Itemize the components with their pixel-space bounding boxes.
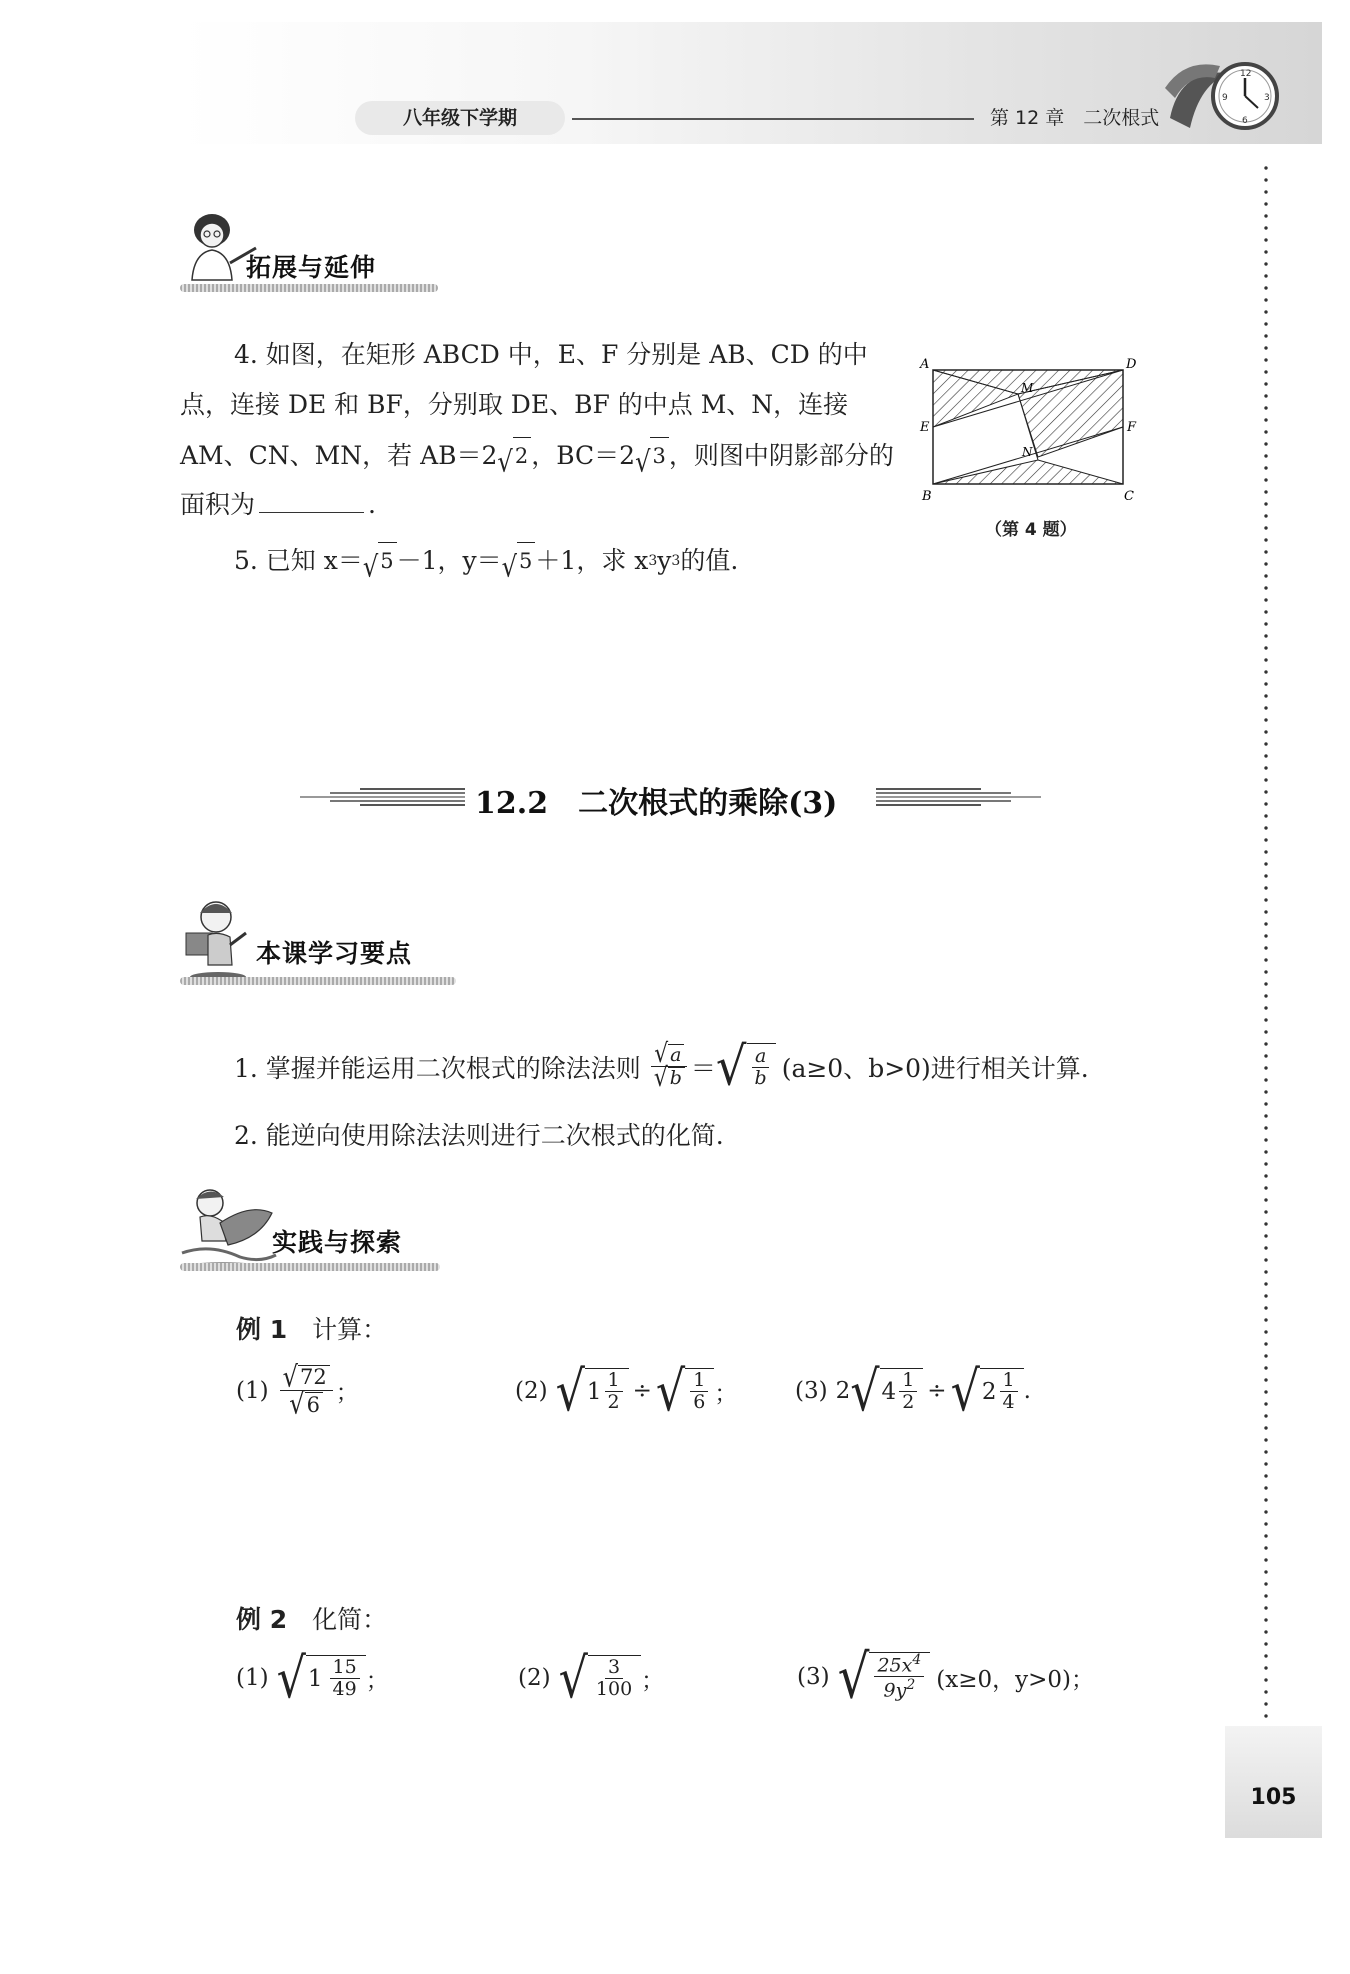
example2-task: 化简： bbox=[312, 1605, 388, 1634]
coefficient: 2 bbox=[835, 1378, 851, 1404]
problem4-line4-end: . bbox=[368, 490, 376, 519]
compass-clock-icon bbox=[1160, 48, 1310, 143]
example1-item3 bbox=[795, 1358, 1031, 1424]
example2-item1 bbox=[236, 1645, 389, 1711]
problem4-line4 bbox=[180, 487, 376, 523]
sqrt-1-6: √ $\frac{1}{6}$ bbox=[656, 1368, 714, 1414]
item-end: ； bbox=[714, 1380, 738, 1407]
key-point-2: 2. 能逆向使用除法法则进行二次根式的化简. bbox=[234, 1121, 724, 1150]
example2-label: 例 2 化简： bbox=[236, 1605, 388, 1634]
practice-title: 实践与探索 bbox=[272, 1228, 403, 1257]
exp-y: 3 bbox=[671, 552, 681, 569]
sqrt-25x4-over-9y2: √ $\frac{25x^4}{9y^2}$ bbox=[838, 1652, 931, 1702]
sqrt-5-a: √ 5 bbox=[363, 542, 397, 579]
problem5-e: ＋1，求 x bbox=[535, 545, 649, 575]
problem5-g: y bbox=[657, 545, 672, 575]
chapter-label: 第 12 章 二次根式 bbox=[990, 107, 1160, 129]
example1-label: 例 1 计算： bbox=[236, 1315, 388, 1344]
grade-label: 八年级下学期 bbox=[355, 101, 565, 135]
student-surfing-icon bbox=[180, 1183, 280, 1273]
svg-text:12: 12 bbox=[1240, 69, 1252, 79]
sqrt-mixed-1-1-2: √ 1 $\frac{1}{2}$ bbox=[556, 1368, 629, 1414]
problem5-c: －1，y＝ bbox=[396, 545, 502, 575]
key-point-1 bbox=[234, 1036, 1089, 1098]
extension-title: 拓展与延伸 bbox=[246, 253, 377, 282]
key-points-title: 本课学习要点 bbox=[256, 939, 413, 968]
sqrt-mixed-2-1-4: √ 2 $\frac{1}{4}$ bbox=[951, 1368, 1024, 1414]
exp-x: 3 bbox=[648, 552, 658, 569]
problem5-i: 的值. bbox=[680, 545, 739, 575]
item-end: ； bbox=[335, 1380, 359, 1407]
problem4-line3 bbox=[180, 437, 894, 479]
item-label: (1) bbox=[236, 1377, 269, 1404]
svg-text:3: 3 bbox=[1264, 93, 1270, 103]
item-label: (2) bbox=[518, 1665, 551, 1691]
problem4-line3-c: ，BC＝2 bbox=[531, 440, 636, 470]
label-F: F bbox=[1127, 420, 1137, 435]
item-label: (3) bbox=[795, 1378, 828, 1404]
problem4-line2: 点，连接 DE 和 BF，分别取 DE、BF 的中点 M、N，连接 bbox=[180, 390, 849, 419]
svg-text:9: 9 bbox=[1222, 93, 1228, 103]
label-B: B bbox=[922, 489, 932, 504]
label-A: A bbox=[920, 357, 930, 372]
section-title-bars-right bbox=[876, 786, 1041, 812]
problem4-line3-e: ，则图中阴影部分的 bbox=[668, 440, 894, 470]
dotted-margin bbox=[1264, 162, 1268, 1722]
rectangle-figure bbox=[918, 352, 1140, 504]
label-N: N bbox=[1022, 445, 1033, 459]
label-C: C bbox=[1124, 489, 1134, 504]
problem5-a: 5. 已知 x＝ bbox=[234, 545, 363, 575]
label-M: M bbox=[1021, 381, 1034, 395]
quotient-of-roots: √ a √ b bbox=[651, 1044, 688, 1090]
label-D: D bbox=[1126, 357, 1137, 372]
label-E: E bbox=[920, 420, 930, 435]
section-title: 12.2 二次根式的乘除(3) bbox=[475, 786, 838, 821]
page-number-box bbox=[1225, 1726, 1322, 1838]
header-rule bbox=[572, 118, 974, 120]
sqrt-2: √ 2 bbox=[497, 437, 531, 474]
svg-text:6: 6 bbox=[1242, 116, 1248, 126]
example1-task: 计算： bbox=[312, 1315, 388, 1344]
page-number: 105 bbox=[1250, 1785, 1297, 1810]
sqrt-5-b: √ 5 bbox=[502, 542, 536, 579]
example1-item1 bbox=[236, 1360, 359, 1422]
problem5 bbox=[234, 542, 739, 584]
problem4-line4-text: 面积为 bbox=[180, 490, 256, 519]
answer-blank[interactable] bbox=[259, 489, 364, 513]
example2-item3-condition: (x≥0，y>0)； bbox=[936, 1666, 1095, 1693]
example2-item2 bbox=[518, 1645, 665, 1711]
item-label: (2) bbox=[515, 1378, 548, 1404]
sqrt-mixed-1-15-49: √ 1 $\frac{15}{49}$ bbox=[277, 1655, 366, 1701]
root-of-quotient: √ $\frac{a}{b}$ bbox=[716, 1043, 776, 1091]
problem4-line1: 4. 如图，在矩形 ABCD 中，E、F 分别是 AB、CD 的中 bbox=[234, 340, 868, 369]
item-end: . bbox=[1023, 1378, 1031, 1404]
example2-item3 bbox=[797, 1642, 1095, 1713]
section-title-bars-left bbox=[300, 786, 465, 812]
divide-sign: ÷ bbox=[632, 1378, 652, 1404]
item-end: ； bbox=[641, 1667, 665, 1694]
equals-sign: ＝ bbox=[690, 1054, 716, 1083]
problem4-line3-a: AM、CN、MN，若 AB＝2 bbox=[180, 440, 498, 470]
key-point-1-condition: (a≥0、b>0)进行相关计算. bbox=[781, 1054, 1089, 1083]
student-reading-icon bbox=[180, 895, 258, 985]
item-end: ； bbox=[365, 1667, 389, 1694]
item-label: (3) bbox=[797, 1664, 830, 1691]
sqrt72-over-sqrt6: √ 72 √ 6 bbox=[280, 1365, 333, 1417]
item-label: (1) bbox=[236, 1665, 269, 1691]
key-point-1-text: 1. 掌握并能运用二次根式的除法法则 bbox=[234, 1054, 641, 1083]
figure-caption: （第 4 题） bbox=[985, 520, 1077, 540]
sqrt-3: √ 3 bbox=[635, 437, 669, 474]
sqrt-mixed-4-1-2: √ 4 $\frac{1}{2}$ bbox=[850, 1368, 923, 1414]
divide-sign: ÷ bbox=[927, 1378, 947, 1404]
example1-item2 bbox=[515, 1358, 738, 1424]
sqrt-3-100: √ $\frac{3}{100}$ bbox=[559, 1655, 642, 1701]
